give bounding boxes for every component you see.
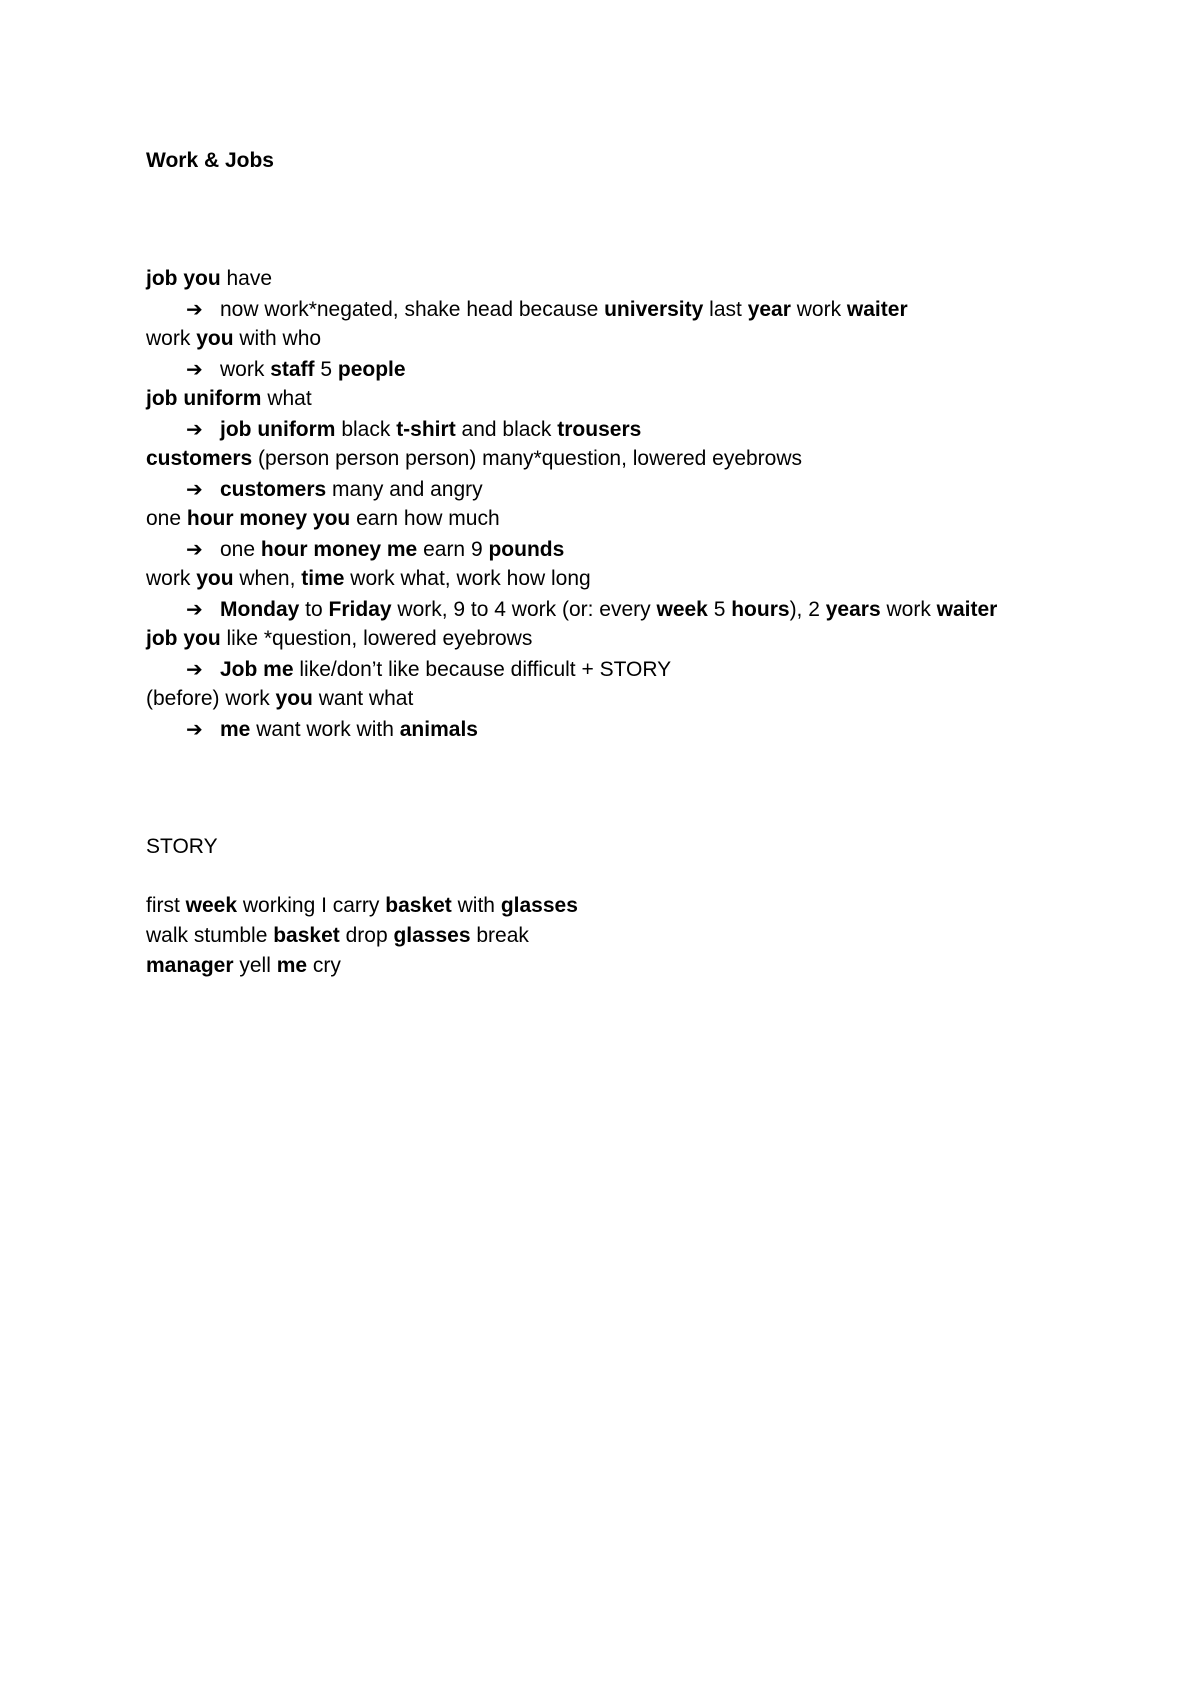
bold-keyword: waiter xyxy=(846,298,908,321)
text-segment: work xyxy=(880,598,937,621)
text-segment: work xyxy=(146,567,197,590)
text-segment: work, 9 to 4 work (or: every xyxy=(391,598,657,621)
text-segment: want what xyxy=(312,687,414,710)
bold-keyword: you xyxy=(275,687,313,710)
text-segment: work xyxy=(220,358,271,381)
bold-keyword: waiter xyxy=(936,598,998,621)
question-line xyxy=(146,564,1146,594)
bold-keyword: basket xyxy=(385,894,452,917)
question-line xyxy=(146,624,1146,654)
answer-line xyxy=(146,474,1146,504)
bold-keyword: t-shirt xyxy=(396,418,456,441)
bold-keyword: Monday xyxy=(220,598,300,621)
text-segment: with who xyxy=(233,327,322,350)
text-segment: one xyxy=(220,538,261,561)
bold-keyword: glasses xyxy=(500,894,578,917)
text-segment: yell xyxy=(233,954,277,977)
answer-line xyxy=(146,654,1146,684)
bold-keyword: job uniform xyxy=(220,418,336,441)
text-segment: work xyxy=(146,327,197,350)
text-segment: last xyxy=(703,298,748,321)
bold-keyword: animals xyxy=(399,718,478,741)
text-segment: like *question, lowered eyebrows xyxy=(220,627,533,650)
arrow-right-icon: ➔ xyxy=(186,537,203,561)
bold-keyword: university xyxy=(604,298,704,321)
answer-line xyxy=(146,354,1146,384)
question-answer-list xyxy=(146,264,1146,744)
story-line xyxy=(146,891,1146,921)
text-segment: first xyxy=(146,894,186,917)
bold-keyword: week xyxy=(656,598,708,621)
story-text xyxy=(146,891,1146,981)
answer-line xyxy=(146,414,1146,444)
bold-keyword: staff xyxy=(270,358,315,381)
answer-line xyxy=(146,714,1146,744)
story-heading: STORY xyxy=(146,835,218,858)
bold-keyword: Friday xyxy=(328,598,392,621)
text-segment: what xyxy=(261,387,312,410)
answer-line xyxy=(146,594,1146,624)
question-line xyxy=(146,264,1146,294)
text-segment: 5 xyxy=(314,358,338,381)
bold-keyword: customers xyxy=(220,478,327,501)
text-segment: and black xyxy=(455,418,558,441)
story-line xyxy=(146,951,1146,981)
text-segment: to xyxy=(299,598,329,621)
text-segment: cry xyxy=(307,954,341,977)
question-line xyxy=(146,324,1146,354)
text-segment: (person person person) many*question, lowered eyebrows xyxy=(252,447,803,470)
text-segment: working I carry xyxy=(237,894,386,917)
bold-keyword: people xyxy=(337,358,406,381)
answer-line xyxy=(146,294,1146,324)
bold-keyword: trousers xyxy=(557,418,642,441)
bold-keyword: pounds xyxy=(488,538,565,561)
bold-keyword: me xyxy=(276,954,308,977)
bold-keyword: hour money me xyxy=(260,538,418,561)
arrow-right-icon: ➔ xyxy=(186,477,203,501)
bold-keyword: you xyxy=(196,327,234,350)
bold-keyword: manager xyxy=(146,954,234,977)
text-segment: want work with xyxy=(250,718,400,741)
text-segment: have xyxy=(220,267,273,290)
text-segment: many and angry xyxy=(326,478,483,501)
answer-line xyxy=(146,534,1146,564)
text-segment: work xyxy=(790,298,847,321)
bold-keyword: time xyxy=(301,567,345,590)
text-segment: with xyxy=(451,894,501,917)
arrow-right-icon: ➔ xyxy=(186,417,203,441)
bold-keyword: job you xyxy=(146,267,221,290)
text-segment: when, xyxy=(233,567,302,590)
bold-keyword: job uniform xyxy=(146,387,262,410)
question-line xyxy=(146,684,1146,714)
text-segment: now work*negated, shake head because xyxy=(220,298,605,321)
question-line xyxy=(146,384,1146,414)
arrow-right-icon: ➔ xyxy=(186,357,203,381)
bold-keyword: glasses xyxy=(393,924,471,947)
text-segment: break xyxy=(470,924,529,947)
text-segment: drop xyxy=(339,924,394,947)
bold-keyword: hour money you xyxy=(186,507,351,530)
bold-keyword: Job me xyxy=(220,658,294,681)
arrow-right-icon: ➔ xyxy=(186,297,203,321)
text-segment: like/don’t like because difficult + STORY xyxy=(293,658,672,681)
question-line xyxy=(146,504,1146,534)
bold-keyword: basket xyxy=(273,924,340,947)
bold-keyword: year xyxy=(747,298,791,321)
text-segment: earn how much xyxy=(350,507,500,530)
text-segment: walk stumble xyxy=(146,924,274,947)
bold-keyword: years xyxy=(825,598,881,621)
arrow-right-icon: ➔ xyxy=(186,657,203,681)
text-segment: one xyxy=(146,507,187,530)
text-segment: work what, work how long xyxy=(344,567,591,590)
text-segment: earn 9 xyxy=(417,538,489,561)
bold-keyword: me xyxy=(220,718,251,741)
text-segment: (before) work xyxy=(146,687,276,710)
document-title: Work & Jobs xyxy=(146,149,274,172)
bold-keyword: job you xyxy=(146,627,221,650)
arrow-right-icon: ➔ xyxy=(186,597,203,621)
text-segment: 5 xyxy=(707,598,732,621)
story-line xyxy=(146,921,1146,951)
bold-keyword: you xyxy=(196,567,234,590)
bold-keyword: customers xyxy=(146,447,253,470)
bold-keyword: hours xyxy=(731,598,790,621)
question-line xyxy=(146,444,1146,474)
text-segment: ), 2 xyxy=(789,598,826,621)
bold-keyword: week xyxy=(185,894,238,917)
text-segment: black xyxy=(335,418,397,441)
arrow-right-icon: ➔ xyxy=(186,717,203,741)
